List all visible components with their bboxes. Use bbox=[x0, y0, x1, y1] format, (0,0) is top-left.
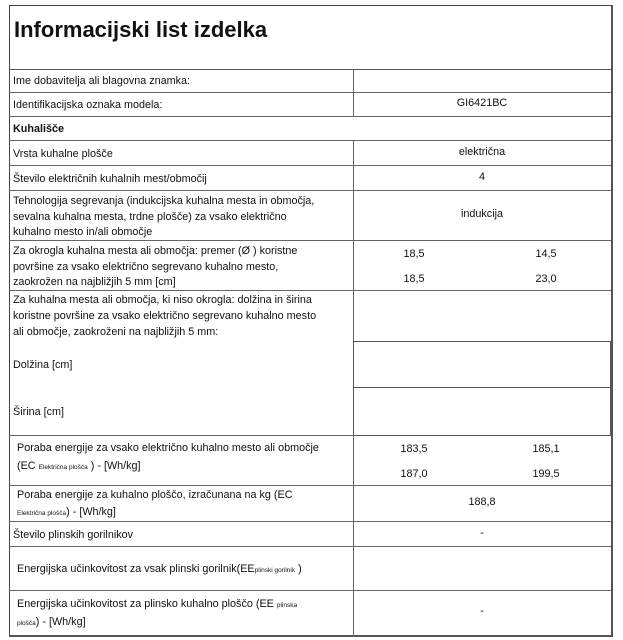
energy-hob-value: 188,8 bbox=[468, 496, 496, 508]
gas-eff-hob-label-line1: Energijska učinkovitost za plinsko kuhalno ploščo (EE plinska bbox=[17, 598, 298, 610]
diameter-label-line3: zaokrožen na najbližjih 5 mm [cm] bbox=[13, 276, 176, 288]
model-value: GI6421BC bbox=[456, 97, 508, 109]
energy-zone-value-2: 185,1 bbox=[532, 443, 560, 455]
row-supplier bbox=[9, 70, 611, 93]
energy-hob-label-line2: Električna plošča) - [Wh/kg] bbox=[17, 506, 116, 518]
energy-hob-label-line1: Poraba energije za kuhalno ploščo, izračunana na kg (EC bbox=[17, 489, 293, 501]
diameter-label-line1: Za okrogla kuhalna mesta ali območja: premer (Ø ) koristne bbox=[13, 245, 298, 257]
diameter-label-line2: površine za vsako električno segrevano kuhalno mesto, bbox=[13, 261, 279, 273]
diameter-value-1: 18,5 bbox=[403, 248, 425, 260]
zones-count-label: Število električnih kuhalnih mest/območij bbox=[13, 173, 207, 185]
row-gas-eff-burner bbox=[9, 547, 611, 591]
hob-type-value: električna bbox=[458, 146, 506, 158]
supplier-label: Ime dobavitelja ali blagovna znamka: bbox=[13, 75, 191, 87]
diameter-value-4: 23,0 bbox=[535, 273, 557, 285]
row-gas-burners bbox=[9, 522, 611, 547]
document-title-cell bbox=[9, 6, 611, 70]
width-label: Širina [cm] bbox=[13, 406, 64, 418]
document-title: Informacijski list izdelka bbox=[14, 17, 268, 42]
non-round-label-line2: koristne površine za vsako električno segrevano kuhalno mesto bbox=[13, 310, 317, 322]
gas-eff-hob-label-line2: plošča) - [Wh/kg] bbox=[17, 616, 86, 628]
row-hob-type bbox=[9, 141, 611, 166]
technology-label-line2: sevalna kuhalna mesta, trdne plošče) za vsako električno bbox=[13, 211, 287, 223]
technology-label-line3: kuhalno mesto in/ali območje bbox=[13, 226, 153, 238]
energy-zone-label-line1: Poraba energije za vsako električno kuhalno mesto ali območje bbox=[17, 442, 319, 454]
model-label: Identifikacijska oznaka modela: bbox=[13, 99, 163, 111]
technology-label-line1: Tehnologija segrevanja (indukcijska kuhalna mesta in območja, bbox=[13, 195, 315, 207]
column-divider bbox=[353, 241, 354, 291]
length-label: Dolžina [cm] bbox=[13, 359, 73, 371]
hob-type-label: Vrsta kuhalne plošče bbox=[13, 148, 113, 160]
length-value-cell bbox=[353, 341, 611, 388]
gas-eff-burner-label: Energijska učinkovitost za vsak plinski gorilnik(EEplinski gorilnik ) bbox=[17, 563, 302, 575]
column-divider bbox=[353, 70, 354, 93]
energy-zone-value-1: 183,5 bbox=[400, 443, 428, 455]
energy-zone-label-line2: (EC Električna plošča ) - [Wh/kg] bbox=[17, 460, 141, 472]
width-value-cell bbox=[353, 387, 611, 436]
column-divider bbox=[353, 547, 354, 591]
diameter-value-2: 14,5 bbox=[535, 248, 557, 260]
row-section-hob bbox=[9, 117, 611, 141]
non-round-label-line1: Za kuhalna mesta ali območja, ki niso okrogla: dolžina in širina bbox=[13, 294, 312, 306]
column-divider bbox=[353, 436, 354, 486]
row-technology bbox=[9, 191, 611, 241]
section-heading: Kuhališče bbox=[13, 123, 65, 135]
energy-zone-value-3: 187,0 bbox=[400, 468, 428, 480]
row-diameter bbox=[9, 241, 611, 291]
energy-zone-value-4: 199,5 bbox=[532, 468, 560, 480]
column-divider bbox=[353, 291, 354, 341]
row-gas-eff-hob bbox=[9, 591, 611, 637]
gas-eff-hob-value: - bbox=[480, 605, 484, 617]
row-zones-count bbox=[9, 166, 611, 191]
diameter-value-3: 18,5 bbox=[403, 273, 425, 285]
row-energy-hob bbox=[9, 486, 611, 522]
technology-value: indukcija bbox=[460, 208, 503, 220]
gas-burners-label: Število plinskih gorilnikov bbox=[13, 529, 134, 541]
zones-count-value: 4 bbox=[478, 171, 485, 183]
gas-burners-value: - bbox=[480, 527, 484, 539]
non-round-label-line3: ali območje, zaokroženi na najbližjih 5 mm: bbox=[13, 326, 219, 338]
row-energy-zone bbox=[9, 436, 611, 486]
row-model bbox=[9, 93, 611, 117]
